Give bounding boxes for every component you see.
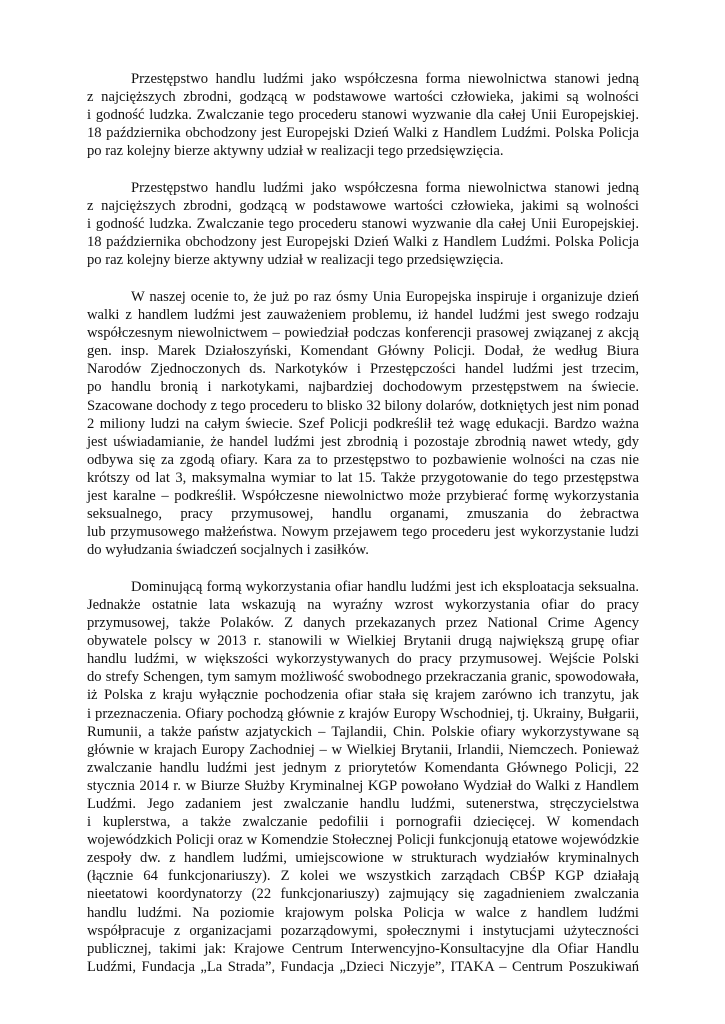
paragraph-4 [87,578,639,976]
text-line: po raz kolejny bierze aktywny udział w realizacji tego przedsięwzięcia. [87,252,504,269]
text-line: wojewódzkich Policji oraz w Komendzie Stołecznej Policji funkcjonują etatowe wojewódzkie [87,832,639,849]
text-line: jest karalne – podkreślił. Współczesne niewolnictwo może przybierać formę wykorzystania [87,487,639,504]
text-line: seksualnego, pracy przymusowej, handlu organami, zmuszania do żebractwa [87,506,639,523]
text-line: walki z handlem ludźmi jest zauważeniem problemu, iż handel ludźmi jest swego rodzaju [87,307,639,324]
text-line: 18 października obchodzony jest Europejski Dzień Walki z Handlem Ludźmi. Polska Policja [87,125,639,142]
text-line: i godność ludzka. Zwalczanie tego procederu stanowi wyzwanie dla całej Unii Europejskiej. [87,216,639,233]
paragraph-2 [87,179,639,269]
text-line: W naszej ocenie to, że już po raz ósmy Unia Europejska inspiruje i organizuje dzień [131,288,639,305]
text-line: Narodów Zjednoczonych ds. Narkotyków i Przestępczości handel ludźmi jest trzecim, [87,361,639,378]
text-line: Szacowane dochody z tego procederu to blisko 32 bilony dolarów, dotkniętych jest nim ponad [87,397,639,414]
text-line: przymusowej, także Polaków. Z danych przekazanych przez National Crime Agency [87,615,639,632]
text-line: 2 miliony ludzi na całym świecie. Szef Policji podkreślił też wagę edukacji. Bardzo ważna [87,415,639,432]
text-line: do wyłudzania świadczeń socjalnych i zasiłków. [87,542,369,559]
text-line: zespoły dw. z handlem ludźmi, umiejscowione w strukturach wydziałów kryminalnych [87,850,639,867]
text-line: głównie w krajach Europy Zachodniej – w Wielkiej Brytanii, Irlandii, Niemczech. Ponieważ [87,741,639,758]
text-line: obywatele polscy w 2013 r. stanowili w Wielkiej Brytanii drugą największą grupę ofiar [87,633,639,650]
text-line: i godność ludzka. Zwalczanie tego procederu stanowi wyzwanie dla całej Unii Europejskiej. [87,107,639,124]
text-line: i kuplerstwa, a także zwalczanie pedofilii i pornografii dziecięcej. W komendach [87,814,639,831]
text-line: Jednakże ostatnie lata wskazują na wyraźny wzrost wykorzystania ofiar do pracy [87,596,639,613]
text-line: handlu ludźmi, w większości wykorzystywanych do pracy przymusowej. Wejście Polski [87,651,639,668]
text-line: zwalczanie handlu ludźmi jest jednym z priorytetów Komendanta Głównego Policji, 22 [87,759,639,776]
text-line: Ludźmi. Jego zadaniem jest zwalczanie handlu ludźmi, sutenerstwa, stręczycielstwa [87,795,639,812]
text-line: po raz kolejny bierze aktywny udział w realizacji tego przedsięwzięcia. [87,143,504,160]
text-line: publicznej, takimi jak: Krajowe Centrum Interwencyjno-Konsultacyjne dla Ofiar Handlu [87,940,639,957]
text-line: handlu ludźmi. Na poziomie krajowym polska Policja w walce z handlem ludźmi [87,904,639,921]
text-line: krótszy od lat 3, maksymalna wymiar to lat 15. Także przygotowanie do tego przestępstwa [87,469,639,486]
text-line: z najcięższych zbrodni, godzącą w podstawowe wartości człowieka, jakimi są wolności [87,198,639,215]
text-line: Ludźmi, Fundacja „La Strada”, Fundacja „Dzieci Niczyje”, ITAKA – Centrum Poszukiwań [87,958,639,975]
text-line: współpracuje z organizacjami pozarządowymi, społecznymi i instytucjami użyteczności [87,922,639,939]
text-line: stycznia 2014 r. w Biurze Służby Kryminalnej KGP powołano Wydział do Walki z Handlem [87,777,639,794]
text-line: do strefy Schengen, tym samym możliwość swobodnego przekraczania granic, spowodowała, [87,669,639,686]
text-line: współczesnym niewolnictwem – powiedział podczas konferencji prasowej związanej z akcją [87,325,639,342]
text-line: odbywa się za zgodą ofiary. Kara za to przestępstwo to pozbawienie wolności na czas nie [87,451,639,468]
text-line: z najcięższych zbrodni, godzącą w podstawowe wartości człowieka, jakimi są wolności [87,89,639,106]
text-line: (łącznie 64 funkcjonariuszy). Z kolei we wszystkich zarządach CBŚP KGP działają [87,868,639,885]
text-line: jest uświadamianie, że handel ludźmi jest zbrodnią i pozostaje zbrodnią nawet wtedy, gdy [87,433,639,450]
paragraph-1 [87,70,639,160]
document-page [87,70,639,994]
text-line: 18 października obchodzony jest Europejski Dzień Walki z Handlem Ludźmi. Polska Policja [87,234,639,251]
text-line: Przestępstwo handlu ludźmi jako współczesna forma niewolnictwa stanowi jedną [131,71,639,87]
text-line: Przestępstwo handlu ludźmi jako współczesna forma niewolnictwa stanowi jedną [131,179,639,196]
text-line: Dominującą formą wykorzystania ofiar handlu ludźmi jest ich eksploatacja seksualna. [131,578,639,595]
text-line: Rumunii, a także państw azjatyckich – Tajlandii, Chin. Polskie ofiary wykorzystywane są [87,723,639,740]
text-line: iż Polska z kraju wyłącznie pochodzenia ofiar stała się krajem zarówno ich tranzytu, jak [87,687,639,704]
text-line: gen. insp. Marek Działoszyński, Komendant Główny Policji. Dodał, że według Biura [87,343,639,360]
text-line: nieetatowi koordynatorzy (22 funkcjonariuszy) zajmujący się zagadnieniem zwalczania [87,886,639,903]
text-line: po handlu bronią i narkotykami, najbardziej dochodowym przestępstwem na świecie. [87,379,639,396]
text-line: lub przymusowego małżeństwa. Nowym przejawem tego procederu jest wykorzystanie ludzi [87,524,639,541]
paragraph-3 [87,288,639,559]
text-line: i przeznaczenia. Ofiary pochodzą głównie z krajów Europy Wschodniej, tj. Ukrainy, Bułgarii, [87,705,639,722]
